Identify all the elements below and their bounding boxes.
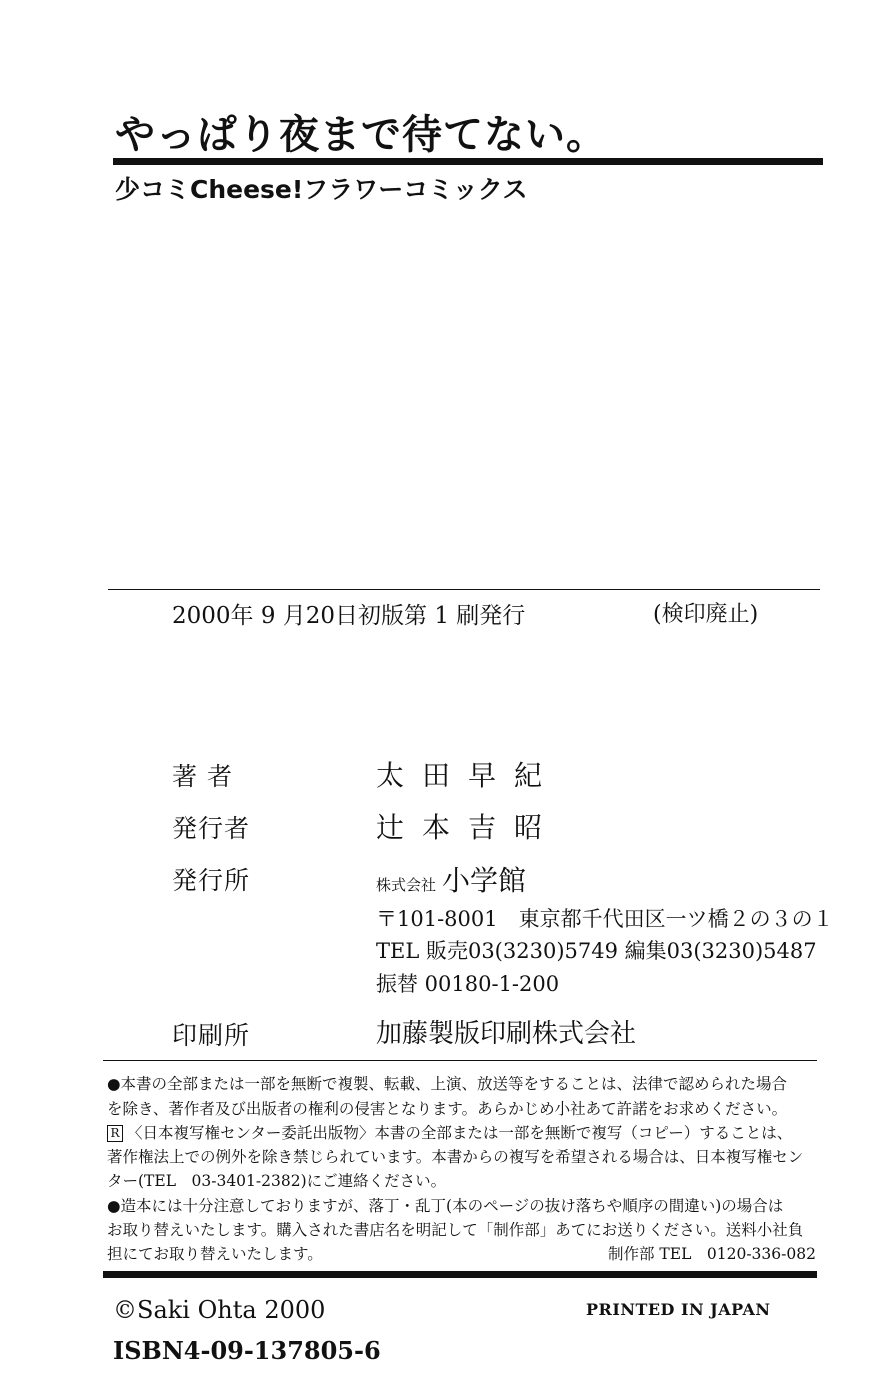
book-title: やっぱり夜まで待てない。 [115, 112, 607, 158]
publisher-person-label: 発行者 [172, 814, 251, 843]
notice-line-2: を除き、著作者及び出版者の権利の侵害となります。あらかじめ小社あて許諾をお求めください。 [107, 1100, 788, 1118]
copyright: ©Saki Ohta 2000 [113, 1296, 326, 1324]
notice-line-3-text: 〈日本複写権センター委託出版物〉本書の全部または一部を無断で複写（コピー）することは、 [127, 1124, 793, 1142]
notice-line-3 [107, 1122, 792, 1145]
publisher-furikae: 振替 00180-1-200 [376, 972, 560, 996]
printer-label: 印刷所 [172, 1021, 251, 1050]
publisher-name: 小学館 [442, 864, 527, 897]
notice-line-7: お取り替えいたします。購入された書店名を明記して「制作部」あてにお送りください。送料小社負 [107, 1221, 804, 1239]
notice-line-4: 著作権法上での例外を除き禁じられています。本書からの複写を希望される場合は、日本複写権セン [107, 1148, 804, 1166]
publisher-address: 〒101-8001 東京都千代田区一ツ橋２の３の１ [376, 907, 834, 931]
title-rule [113, 158, 823, 165]
isbn: ISBN4-09-137805-6 [113, 1336, 381, 1365]
publisher-person-name: 辻本吉昭 [376, 811, 561, 844]
series-name: 少コミCheese!フラワーコミックス [115, 175, 528, 204]
author-label: 著 者 [172, 762, 233, 791]
notice-top-rule [103, 1060, 817, 1061]
publisher-label: 発行所 [172, 866, 251, 895]
notice-line-8: 担にてお取り替えいたします。 [107, 1245, 323, 1263]
notice-line-5: ター(TEL 03-3401-2382)にご連絡ください。 [107, 1172, 447, 1190]
registered-r-mark: R [107, 1125, 123, 1142]
notice-line-1: ●本書の全部または一部を無断で複製、転載、上演、放送等をすることは、法律で認められた場合 [107, 1075, 788, 1093]
issue-top-rule [108, 589, 820, 590]
notice-line-6: ●造本には十分注意しておりますが、落丁・乱丁(本のページの抜け落ちや順序の間違い)の場合は [107, 1197, 784, 1215]
edition-text: 2000年 9 月20日初版第 1 刷発行 [172, 603, 526, 629]
stamp-note: (検印廃止) [653, 602, 759, 627]
author-name: 太田早紀 [376, 759, 561, 792]
publisher-prefix: 株式会社 [376, 876, 437, 894]
publisher-tel: TEL 販売03(3230)5749 編集03(3230)5487 [376, 939, 817, 963]
production-tel: 制作部 TEL 0120-336-082 [608, 1245, 816, 1263]
printer-name: 加藤製版印刷株式会社 [376, 1019, 637, 1049]
publisher-name-line [376, 859, 526, 899]
printed-in: PRINTED IN JAPAN [586, 1300, 771, 1319]
footer-rule [103, 1271, 817, 1278]
